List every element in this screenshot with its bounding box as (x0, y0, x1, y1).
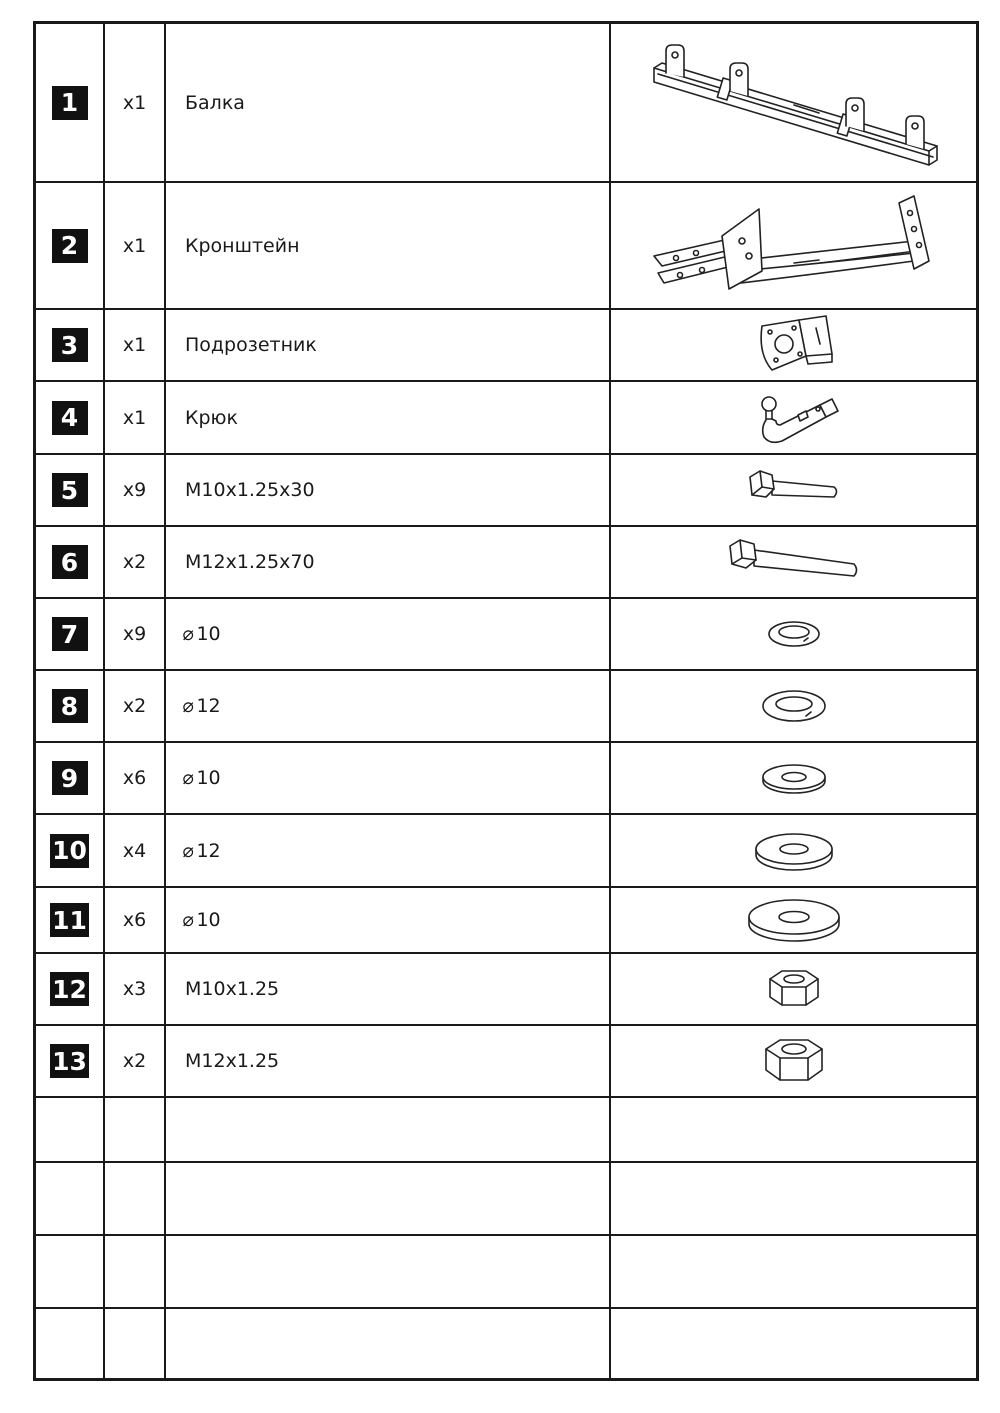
part-name-cell (166, 24, 611, 181)
part-name: Балка (185, 91, 245, 114)
table-row (36, 815, 976, 888)
part-name-cell (166, 599, 611, 669)
part-image-cell (611, 599, 976, 669)
flat-washer-medium-icon (752, 829, 836, 873)
part-image-cell (611, 1163, 976, 1234)
part-name-cell (166, 743, 611, 813)
part-number-badge: 3 (52, 328, 88, 362)
quantity-cell: x1 (105, 24, 166, 181)
diameter-symbol: ⌀ (182, 909, 194, 931)
part-name-cell (166, 954, 611, 1024)
part-number-badge: 11 (50, 903, 89, 937)
quantity-cell: x1 (105, 183, 166, 308)
part-image-cell (611, 888, 976, 952)
part-image-cell (611, 815, 976, 886)
hex-nut-large-icon (760, 1036, 828, 1086)
part-number-cell (36, 382, 105, 453)
part-number-cell (36, 183, 105, 308)
table-row-empty (36, 1163, 976, 1236)
part-name-cell (166, 1309, 611, 1378)
quantity-cell: x1 (105, 310, 166, 380)
table-row (36, 24, 976, 183)
quantity-cell (105, 1236, 166, 1307)
part-name: M12x1.25 (185, 1050, 280, 1072)
quantity-cell: x9 (105, 599, 166, 669)
table-row (36, 671, 976, 743)
part-number-badge: 6 (52, 545, 88, 579)
table-row-empty (36, 1098, 976, 1163)
part-number-cell (36, 671, 105, 741)
part-number-cell (36, 527, 105, 597)
quantity-cell (105, 1309, 166, 1378)
part-name-cell (166, 888, 611, 952)
quantity-cell: x2 (105, 671, 166, 741)
part-number-badge: 5 (52, 473, 88, 507)
part-number-cell (36, 24, 105, 181)
part-image-cell (611, 183, 976, 308)
quantity-cell (105, 1098, 166, 1161)
part-image-cell (611, 527, 976, 597)
part-number-cell (36, 815, 105, 886)
short-bolt-icon (744, 465, 844, 515)
part-name-cell (166, 1026, 611, 1096)
part-name-cell (166, 455, 611, 525)
quantity-cell: x6 (105, 888, 166, 952)
part-name-cell (166, 1098, 611, 1161)
quantity-cell: x4 (105, 815, 166, 886)
table-row (36, 599, 976, 671)
quantity-cell: x3 (105, 954, 166, 1024)
part-number-badge: 4 (52, 401, 88, 435)
part-number-cell (36, 455, 105, 525)
part-name: M12x1.25x70 (185, 551, 315, 573)
table-row (36, 310, 976, 382)
quantity-cell: x6 (105, 743, 166, 813)
part-name: 10 (196, 623, 221, 645)
part-name-cell (166, 815, 611, 886)
part-image-cell (611, 1309, 976, 1378)
part-name: Крюк (185, 406, 239, 429)
part-number-badge: 10 (50, 834, 89, 868)
part-name-cell (166, 183, 611, 308)
part-number-cell (36, 1163, 105, 1234)
part-name-cell (166, 671, 611, 741)
part-image-cell (611, 671, 976, 741)
part-name: 10 (196, 909, 221, 931)
spring-washer-small-icon (764, 616, 824, 652)
diameter-symbol: ⌀ (182, 695, 194, 717)
quantity-cell (105, 1163, 166, 1234)
part-image-cell (611, 743, 976, 813)
part-number-badge: 7 (52, 617, 88, 651)
part-number-badge: 2 (52, 229, 88, 263)
bracket-icon (644, 191, 944, 301)
part-number-cell (36, 310, 105, 380)
table-row (36, 1026, 976, 1098)
table-row (36, 888, 976, 954)
diameter-symbol: ⌀ (182, 839, 194, 862)
part-name-cell (166, 1236, 611, 1307)
part-number-badge: 1 (52, 86, 88, 120)
part-number-badge: 13 (50, 1044, 89, 1078)
part-name: Кронштейн (185, 234, 300, 257)
hex-nut-small-icon (764, 967, 824, 1011)
part-name-cell (166, 527, 611, 597)
table-row (36, 954, 976, 1026)
part-name: M10x1.25x30 (185, 479, 315, 501)
table-row (36, 743, 976, 815)
part-name: 12 (196, 695, 221, 717)
part-image-cell (611, 1098, 976, 1161)
part-name-cell (166, 1163, 611, 1234)
quantity-cell: x2 (105, 527, 166, 597)
part-name-cell (166, 382, 611, 453)
part-number-cell (36, 599, 105, 669)
part-name: Подрозетник (185, 334, 317, 356)
part-image-cell (611, 24, 976, 181)
part-name-cell (166, 310, 611, 380)
parts-list-table (33, 21, 979, 1381)
quantity-cell: x1 (105, 382, 166, 453)
beam-icon (644, 33, 944, 173)
socket-plate-icon (744, 314, 844, 376)
quantity-cell: x9 (105, 455, 166, 525)
spring-washer-large-icon (758, 685, 830, 727)
table-row (36, 455, 976, 527)
part-number-cell (36, 1236, 105, 1307)
tow-ball-hook-icon (746, 387, 841, 449)
long-bolt-icon (724, 534, 864, 590)
part-name: M10x1.25 (185, 978, 280, 1000)
part-number-cell (36, 743, 105, 813)
table-row-empty (36, 1236, 976, 1309)
part-image-cell (611, 310, 976, 380)
part-number-cell (36, 1098, 105, 1161)
quantity-cell: x2 (105, 1026, 166, 1096)
part-image-cell (611, 1026, 976, 1096)
part-name: 12 (196, 839, 221, 862)
part-number-cell (36, 888, 105, 952)
flat-washer-large-icon (745, 895, 843, 945)
table-row (36, 183, 976, 310)
part-number-cell (36, 954, 105, 1024)
part-number-cell (36, 1026, 105, 1096)
diameter-symbol: ⌀ (182, 623, 194, 645)
table-row-empty (36, 1309, 976, 1378)
table-row (36, 527, 976, 599)
part-number-badge: 9 (52, 761, 88, 795)
part-image-cell (611, 954, 976, 1024)
part-number-badge: 8 (52, 689, 88, 723)
table-row (36, 382, 976, 455)
part-image-cell (611, 455, 976, 525)
diameter-symbol: ⌀ (182, 767, 194, 789)
part-image-cell (611, 1236, 976, 1307)
part-name: 10 (196, 767, 221, 789)
part-number-badge: 12 (50, 972, 89, 1006)
part-image-cell (611, 382, 976, 453)
flat-washer-small-icon (759, 760, 829, 796)
part-number-cell (36, 1309, 105, 1378)
